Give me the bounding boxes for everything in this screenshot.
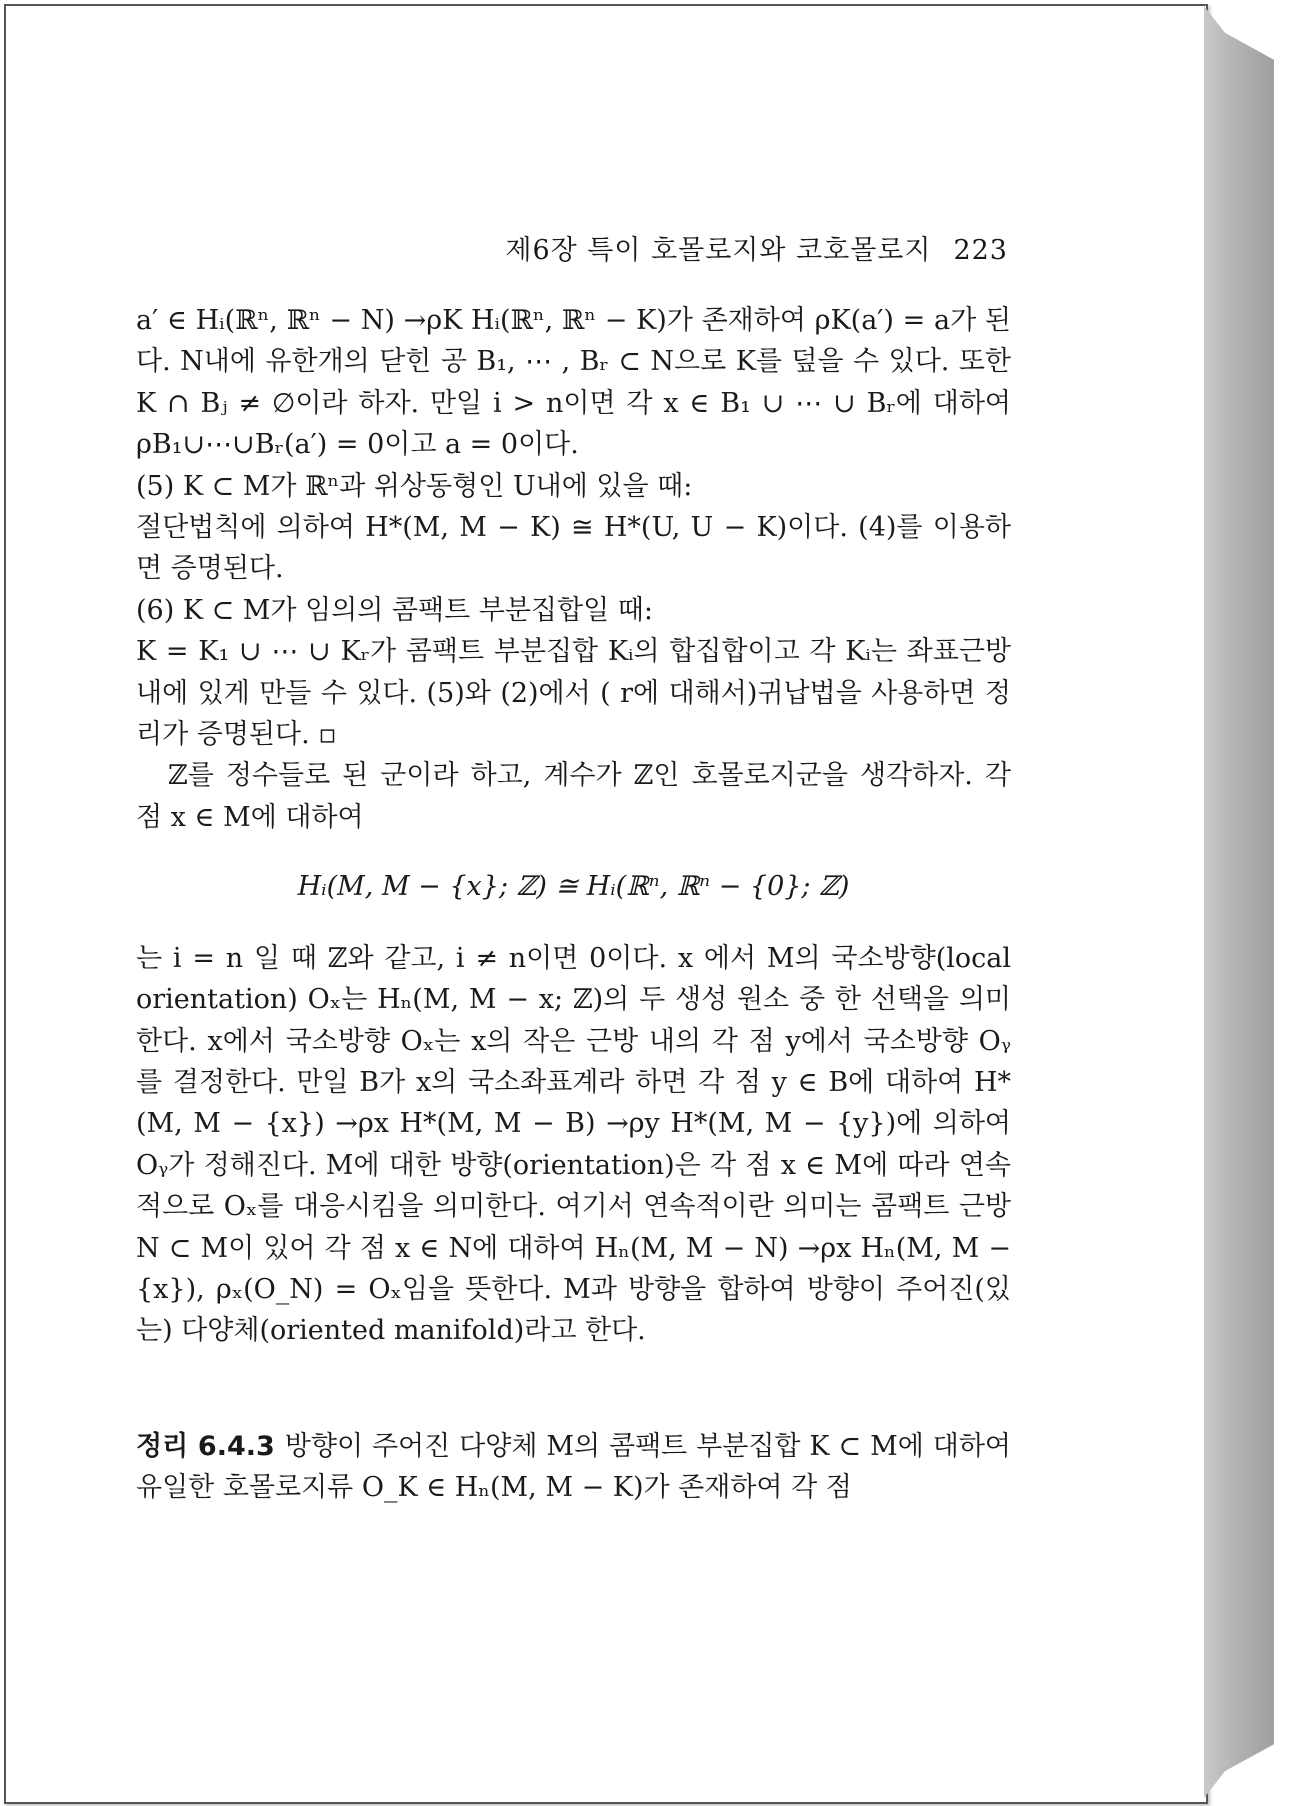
page-edge (1204, 6, 1274, 1798)
chapter-title: 제6장 특이 호몰로지와 코호몰로지 (505, 235, 932, 266)
page-content (136, 300, 1011, 1509)
paragraph-case-5-proof: 절단법칙에 의하여 H*(M, M − K) ≅ H*(U, U − K)이다. (4)를 이용하면 증명된다. (136, 512, 1011, 585)
theorem-label: 정리 6.4.3 (136, 1430, 275, 1462)
paragraph-orientation-definition: 는 i = n 일 때 ℤ와 같고, i ≠ n이면 0이다. x 에서 M의 국소방향(local orientation) Oₓ는 Hₙ(M, M − x; ℤ)의 두 생성 원소 중 한 선택을 의미한다. x에서 국소방향 Oₓ는 x의 작은 근방 내의 각 점 y에서 국소방향 Oᵧ를 결정한다. 만일 B가 x의 국소좌표계라 하면 각 점 y ∈ B에 대하여 H*(M, M − {x}) →ρx H*(M, M − B) →ρy H*(M, M − {y})에 의하여 Oᵧ가 정해진다. M에 대한 방향(orientation)은 각 점 x ∈ M에 따라 연속적으로 Oₓ를 대응시킴을 의미한다. 여기서 연속적이란 의미는 콤팩트 근방 N ⊂ M이 있어 각 점 x ∈ N에 대하여 Hₙ(M, M − N) →ρx Hₙ(M, M − {x}), ρₓ(O_N) = Oₓ임을 뜻한다. M과 방향을 합하여 방향이 주어진(있는) 다양체(oriented manifold)라고 한다. (136, 942, 1011, 1347)
running-header (488, 228, 1008, 267)
paragraph-case-6: (6) K ⊂ M가 임의의 콤팩트 부분집합일 때: (136, 594, 653, 626)
paragraph-proof-continuation: a′ ∈ Hᵢ(ℝⁿ, ℝⁿ − N) →ρK Hᵢ(ℝⁿ, ℝⁿ − K)가 존재하여 ρK(a′) = a가 된다. N내에 유한개의 닫힌 공 B₁, ⋯ , Bᵣ ⊂ N으로 K를 덮을 수 있다. 또한 K ∩ Bⱼ ≠ ∅이라 하자. 만일 i > n이면 각 x ∈ B₁ ∪ ⋯ ∪ Bᵣ에 대하여 ρB₁∪⋯∪Bᵣ(a′) = 0이고 a = 0이다. (136, 305, 1011, 461)
paragraph-case-6-proof: K = K₁ ∪ ⋯ ∪ Kᵣ가 콤팩트 부분집합 Kᵢ의 합집합이고 각 Kᵢ는 좌표근방 내에 있게 만들 수 있다. (5)와 (2)에서 ( r에 대해서)귀납법을 사용하면 정리가 증명된다. ▫ (136, 636, 1011, 751)
paragraph-case-5: (5) K ⊂ M가 ℝⁿ과 위상동형인 U내에 있을 때: (136, 470, 693, 502)
paragraph-integer-coefficients: ℤ를 정수들로 된 군이라 하고, 계수가 ℤ인 호몰로지군을 생각하자. 각 점 x ∈ M에 대하여 (136, 760, 1011, 833)
theorem-6-4-3 (136, 1426, 1011, 1509)
page-number: 223 (953, 235, 1008, 266)
theorem-text: 방향이 주어진 다양체 M의 콤팩트 부분집합 K ⊂ M에 대하여 유일한 호몰로지류 O_K ∈ Hₙ(M, M − K)가 존재하여 각 점 (136, 1430, 1011, 1504)
display-equation: Hᵢ(M, M − {x}; ℤ) ≅ Hᵢ(ℝⁿ, ℝⁿ − {0}; ℤ) (297, 871, 850, 903)
